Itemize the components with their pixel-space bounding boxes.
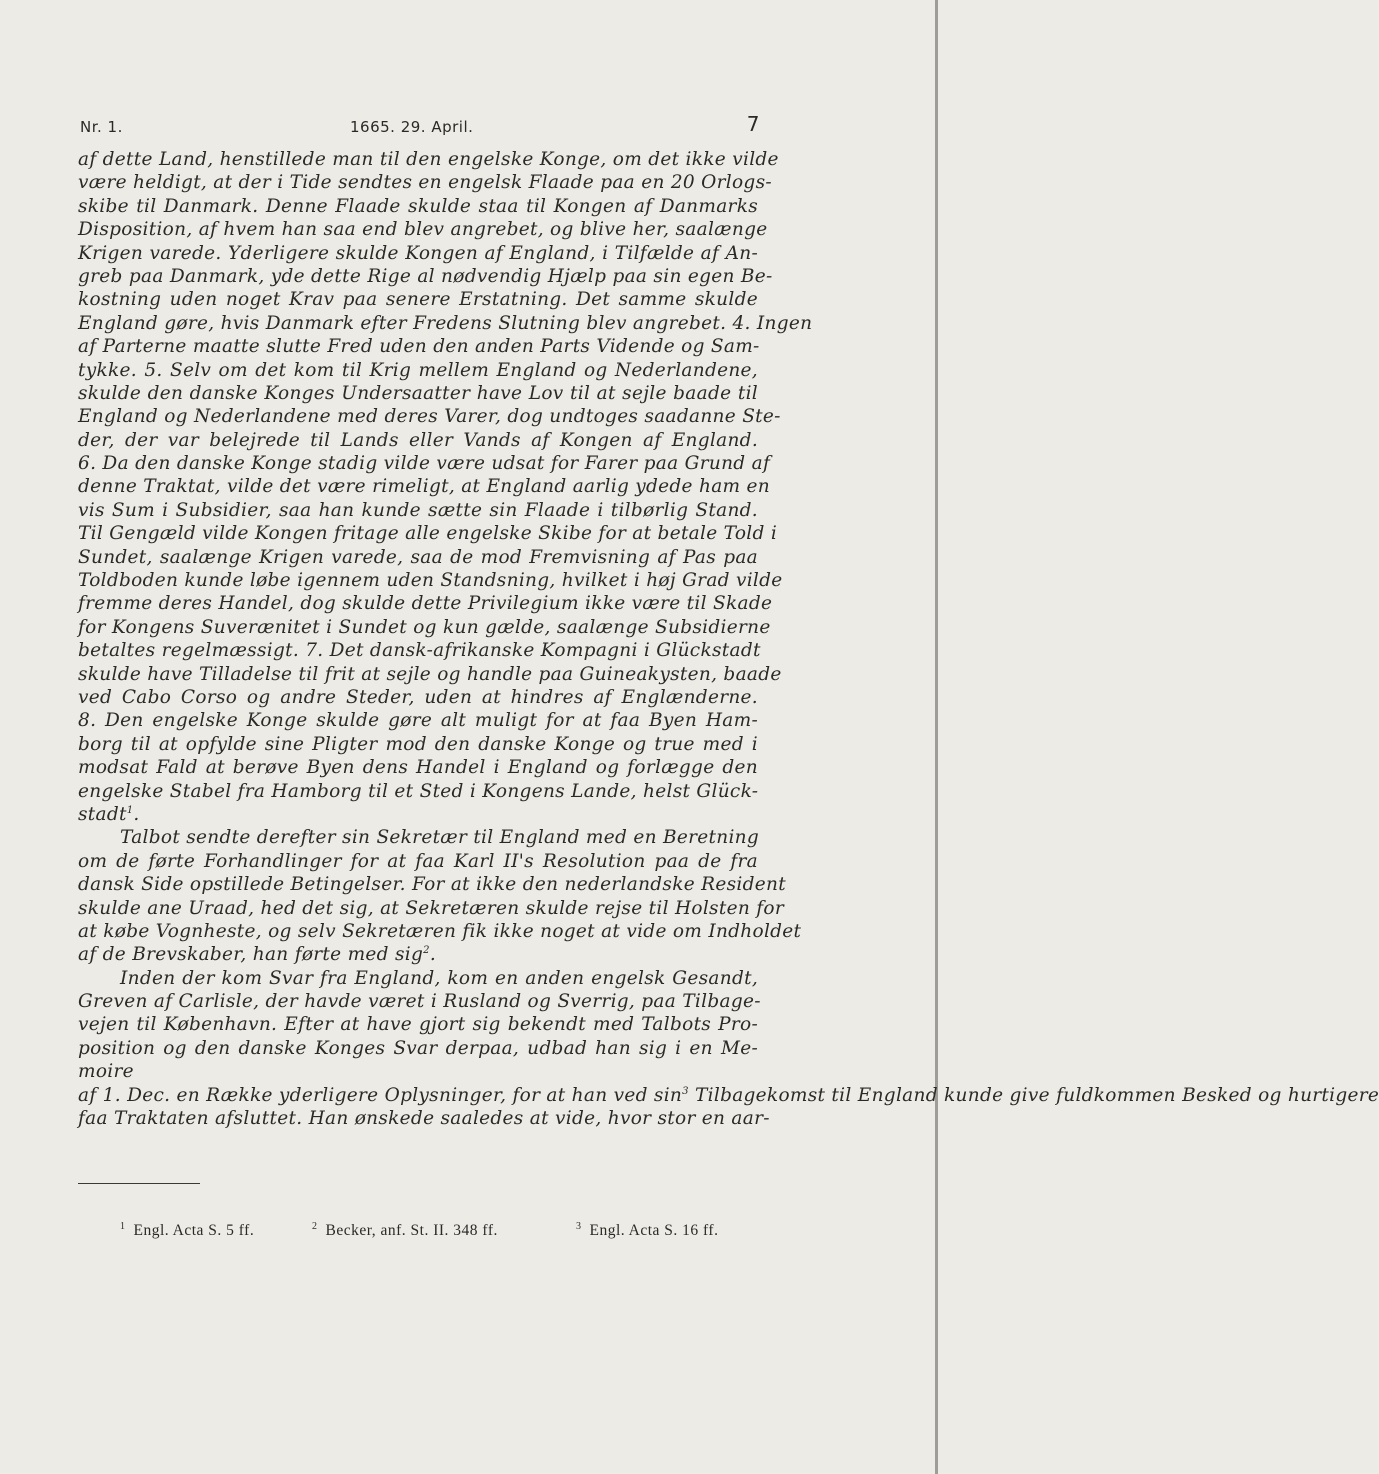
footnote-divider: [78, 1183, 200, 1184]
footnote-ref: 1: [126, 804, 134, 816]
footnote-ref: 2: [423, 945, 430, 957]
text-line: om de førte Forhandlinger for at faa Karl II's Resolution paa de fra: [78, 850, 758, 872]
page-number: 7: [746, 112, 760, 136]
text-line: denne Traktat, vilde det være rimeligt, at England aarlig ydede ham en: [78, 476, 771, 498]
footnote: [576, 1222, 718, 1240]
text-line: skulde have Tilladelse til frit at sejle og handle paa Guineakysten, baade: [78, 663, 782, 685]
text-line: [78, 943, 758, 966]
text-line: England og Nederlandene med deres Varer, dog undtoges saadanne Ste-: [78, 406, 781, 428]
footnote-mark: 1: [120, 1220, 126, 1232]
header-date: 1665. 29. April.: [350, 118, 474, 136]
text-line: at købe Vognheste, og selv Sekretæren fik ikke noget at vide om Indholdet: [78, 920, 802, 942]
text-line: Til Gengæld vilde Kongen fritage alle engelske Skibe for at betale Told i: [78, 523, 778, 545]
text-fragment: af de Brevskaber, han førte med sig: [78, 944, 424, 966]
text-fragment: .: [429, 944, 437, 966]
text-line: tykke. 5. Selv om det kom til Krig mellem England og Nederlandene,: [78, 359, 758, 381]
text-line: af Parterne maatte slutte Fred uden den anden Parts Vidende og Sam-: [78, 336, 760, 358]
text-line: skulde den danske Konges Undersaatter have Lov til at sejle baade til: [78, 382, 758, 404]
text-line: [78, 1130, 758, 1153]
text-line: der, der var belejrede til Lands eller Vands af Kongen af England.: [78, 429, 758, 451]
text-line: Sundet, saalænge Krigen varede, saa de mod Fremvisning af Pas paa: [78, 546, 758, 568]
text-line: vejen til København. Efter at have gjort sig bekendt med Talbots Pro-: [78, 1014, 758, 1036]
footnote-mark: 2: [312, 1220, 318, 1232]
text-line: vis Sum i Subsidier, saa han kunde sætte sin Flaade i tilbørlig Stand.: [78, 499, 758, 521]
text-line: England gøre, hvis Danmark efter Fredens Slutning blev angrebet. 4. Ingen: [78, 312, 813, 334]
text-line: kostning uden noget Krav paa senere Erstatning. Det samme skulde: [78, 289, 758, 311]
text-line: [78, 803, 758, 826]
footnotes: [80, 1222, 760, 1246]
text-line: faa Traktaten afsluttet. Han ønskede saaledes at vide, hvor stor en aar-: [78, 1108, 770, 1130]
footnote: [120, 1222, 254, 1240]
footnote: [312, 1222, 498, 1240]
text-line: ved Cabo Corso og andre Steder, uden at hindres af Englænderne.: [78, 686, 758, 708]
text-line: position og den danske Konges Svar derpaa, udbad han sig i en Me-: [78, 1037, 758, 1059]
text-fragment: Tilbagekomst til England kunde give fuldkommen Besked og hurtigere: [695, 1084, 1379, 1106]
text-line: [78, 1084, 1379, 1107]
text-line: skulde ane Uraad, hed det sig, at Sekretæren skulde rejse til Holsten for: [78, 897, 784, 919]
text-line: 8. Den engelske Konge skulde gøre alt muligt for at faa Byen Ham-: [78, 710, 758, 732]
text-line: af dette Land, henstillede man til den engelske Konge, om det ikke vilde: [78, 149, 779, 170]
text-line: Toldboden kunde løbe igennem uden Standsning, hvilket i høj Grad vilde: [78, 570, 783, 592]
text-line: Greven af Carlisle, der havde været i Rusland og Sverrig, paa Tilbage-: [78, 991, 761, 1013]
footnote-ref: 3: [682, 1085, 689, 1097]
text-line: Disposition, af hvem han saa end blev angrebet, og blive her, saalænge: [78, 219, 768, 241]
footnote-text: Becker, anf. St. II. 348 ff.: [325, 1222, 498, 1239]
text-line: greb paa Danmark, yde dette Rige al nødvendig Hjælp paa sin egen Be-: [78, 265, 773, 287]
footnote-text: Engl. Acta S. 16 ff.: [589, 1222, 719, 1239]
text-line: Talbot sendte derefter sin Sekretær til England med en Beretning: [120, 827, 760, 849]
text-line: engelske Stabel fra Hamborg til et Sted i Kongens Lande, helst Glück-: [78, 780, 759, 802]
series-number: Nr. 1.: [80, 118, 123, 136]
text-line: betaltes regelmæssigt. 7. Det dansk-afrikanske Kompagni i Glückstadt: [78, 640, 761, 662]
text-line: Inden der kom Svar fra England, kom en anden engelsk Gesandt,: [120, 967, 758, 989]
text-line: være heldigt, at der i Tide sendtes en engelsk Flaade paa en 20 Orlogs-: [78, 172, 772, 194]
text-line: dansk Side opstillede Betingelser. For at ikke den nederlandske Resident: [78, 874, 786, 896]
text-line: modsat Fald at berøve Byen dens Handel i England og forlægge den: [78, 757, 758, 779]
text-fragment: af 1. Dec. en Række yderligere Oplysninger, for at han ved sin: [78, 1084, 683, 1106]
text-fragment: .: [133, 803, 140, 825]
text-fragment: stadt: [78, 803, 127, 825]
running-header: [80, 112, 760, 140]
page-edge-shadow: [935, 0, 938, 1474]
body-text: [78, 148, 1379, 1154]
text-line: skibe til Danmark. Denne Flaade skulde staa til Kongen af Danmarks: [78, 195, 758, 217]
text-line: Krigen varede. Yderligere skulde Kongen af England, i Tilfælde af An-: [78, 242, 758, 264]
text-line: moire: [78, 1061, 134, 1083]
footnote-mark: 3: [576, 1220, 582, 1232]
footnote-text: Engl. Acta S. 5 ff.: [133, 1222, 255, 1239]
text-line: fremme deres Handel, dog skulde dette Privilegium ikke være til Skade: [78, 593, 773, 615]
text-line: borg til at opfylde sine Pligter mod den danske Konge og true med i: [78, 733, 758, 755]
text-line: 6. Da den danske Konge stadig vilde være udsat for Farer paa Grund af: [78, 453, 771, 475]
text-line: for Kongens Suverænitet i Sundet og kun gælde, saalænge Subsidierne: [78, 616, 771, 638]
